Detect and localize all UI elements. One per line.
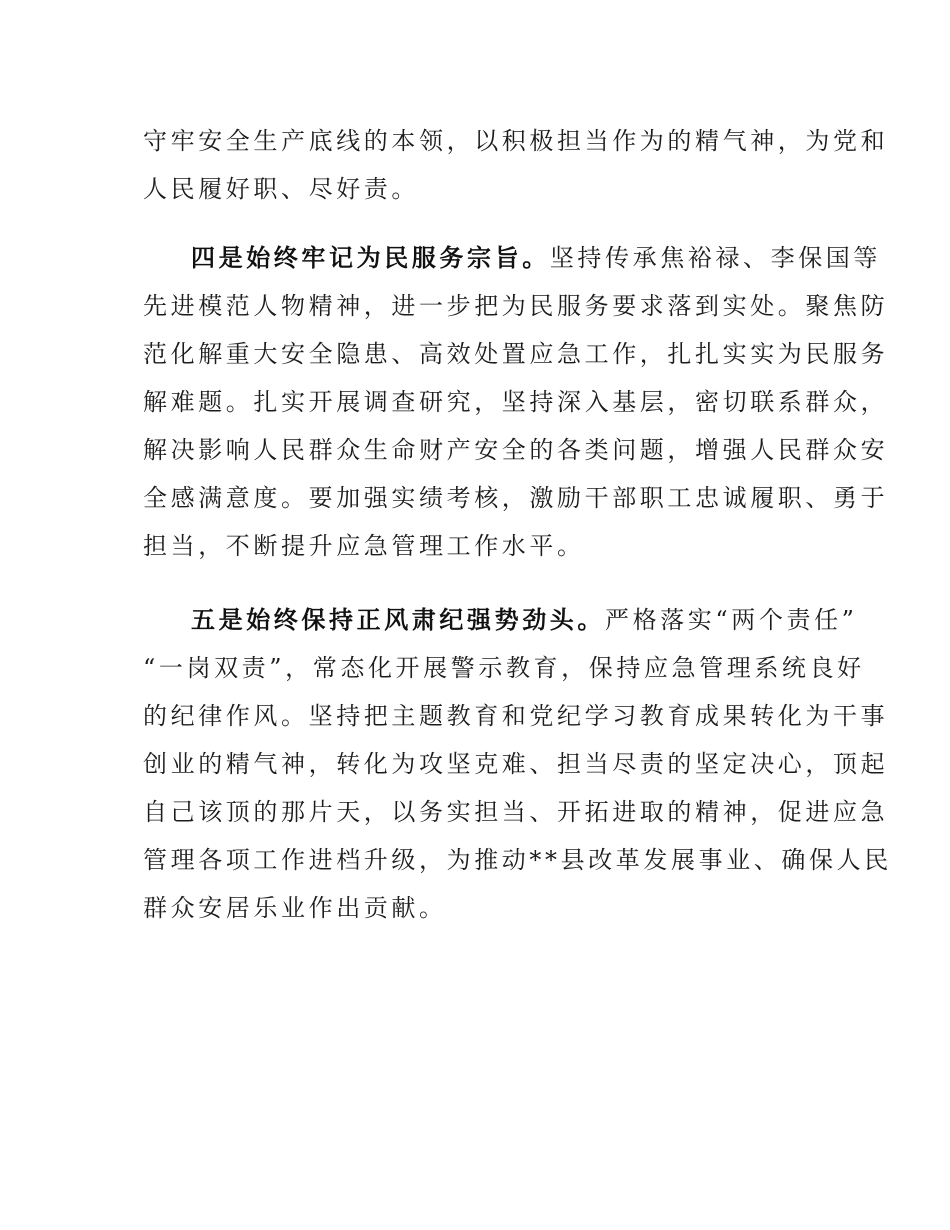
paragraph-line: 自己该顶的那片天，以务实担当、开拓进取的精神，促进应急 <box>143 798 889 826</box>
paragraph-first-line <box>143 234 882 282</box>
paragraph-line: 群众安居乐业作出贡献。 <box>143 894 447 922</box>
paragraph-line: “一岗双责”，常态化开展警示教育，保持应急管理系统良好 <box>143 654 865 682</box>
paragraph-line: 创业的精气神，转化为攻坚克难、担当尽责的坚定决心，顶起 <box>143 750 889 778</box>
paragraph-heading: 五是始终保持正风肃纪强势劲头。 <box>191 606 605 634</box>
paragraph-line: 守牢安全生产底线的本领，以积极担当作为的精气神，为党和 <box>143 127 889 155</box>
paragraph-five <box>143 596 892 932</box>
paragraph-line: 严格落实“两个责任” <box>605 606 858 634</box>
paragraph-continuation <box>143 117 889 213</box>
paragraph-line: 解难题。扎实开展调查研究，坚持深入基层，密切联系群众， <box>143 388 889 416</box>
paragraph-line: 管理各项工作进档升级，为推动**县改革发展事业、确保人民 <box>143 846 892 874</box>
paragraph-line: 坚持传承焦裕禄、李保国等 <box>549 244 882 272</box>
paragraph-line: 范化解重大安全隐患、高效处置应急工作，扎扎实实为民服务 <box>143 340 889 368</box>
paragraph-line: 全感满意度。要加强实绩考核，激励干部职工忠诚履职、勇于 <box>143 484 889 512</box>
paragraph-line: 担当，不断提升应急管理工作水平。 <box>143 532 585 560</box>
paragraph-four <box>143 234 889 570</box>
paragraph-line: 人民履好职、尽好责。 <box>143 175 419 203</box>
paragraph-line: 的纪律作风。坚持把主题教育和党纪学习教育成果转化为干事 <box>143 702 889 730</box>
paragraph-first-line <box>143 596 858 644</box>
paragraph-line: 先进模范人物精神，进一步把为民服务要求落到实处。聚焦防 <box>143 292 889 320</box>
paragraph-line: 解决影响人民群众生命财产安全的各类问题，增强人民群众安 <box>143 436 889 464</box>
paragraph-heading: 四是始终牢记为民服务宗旨。 <box>191 244 550 272</box>
